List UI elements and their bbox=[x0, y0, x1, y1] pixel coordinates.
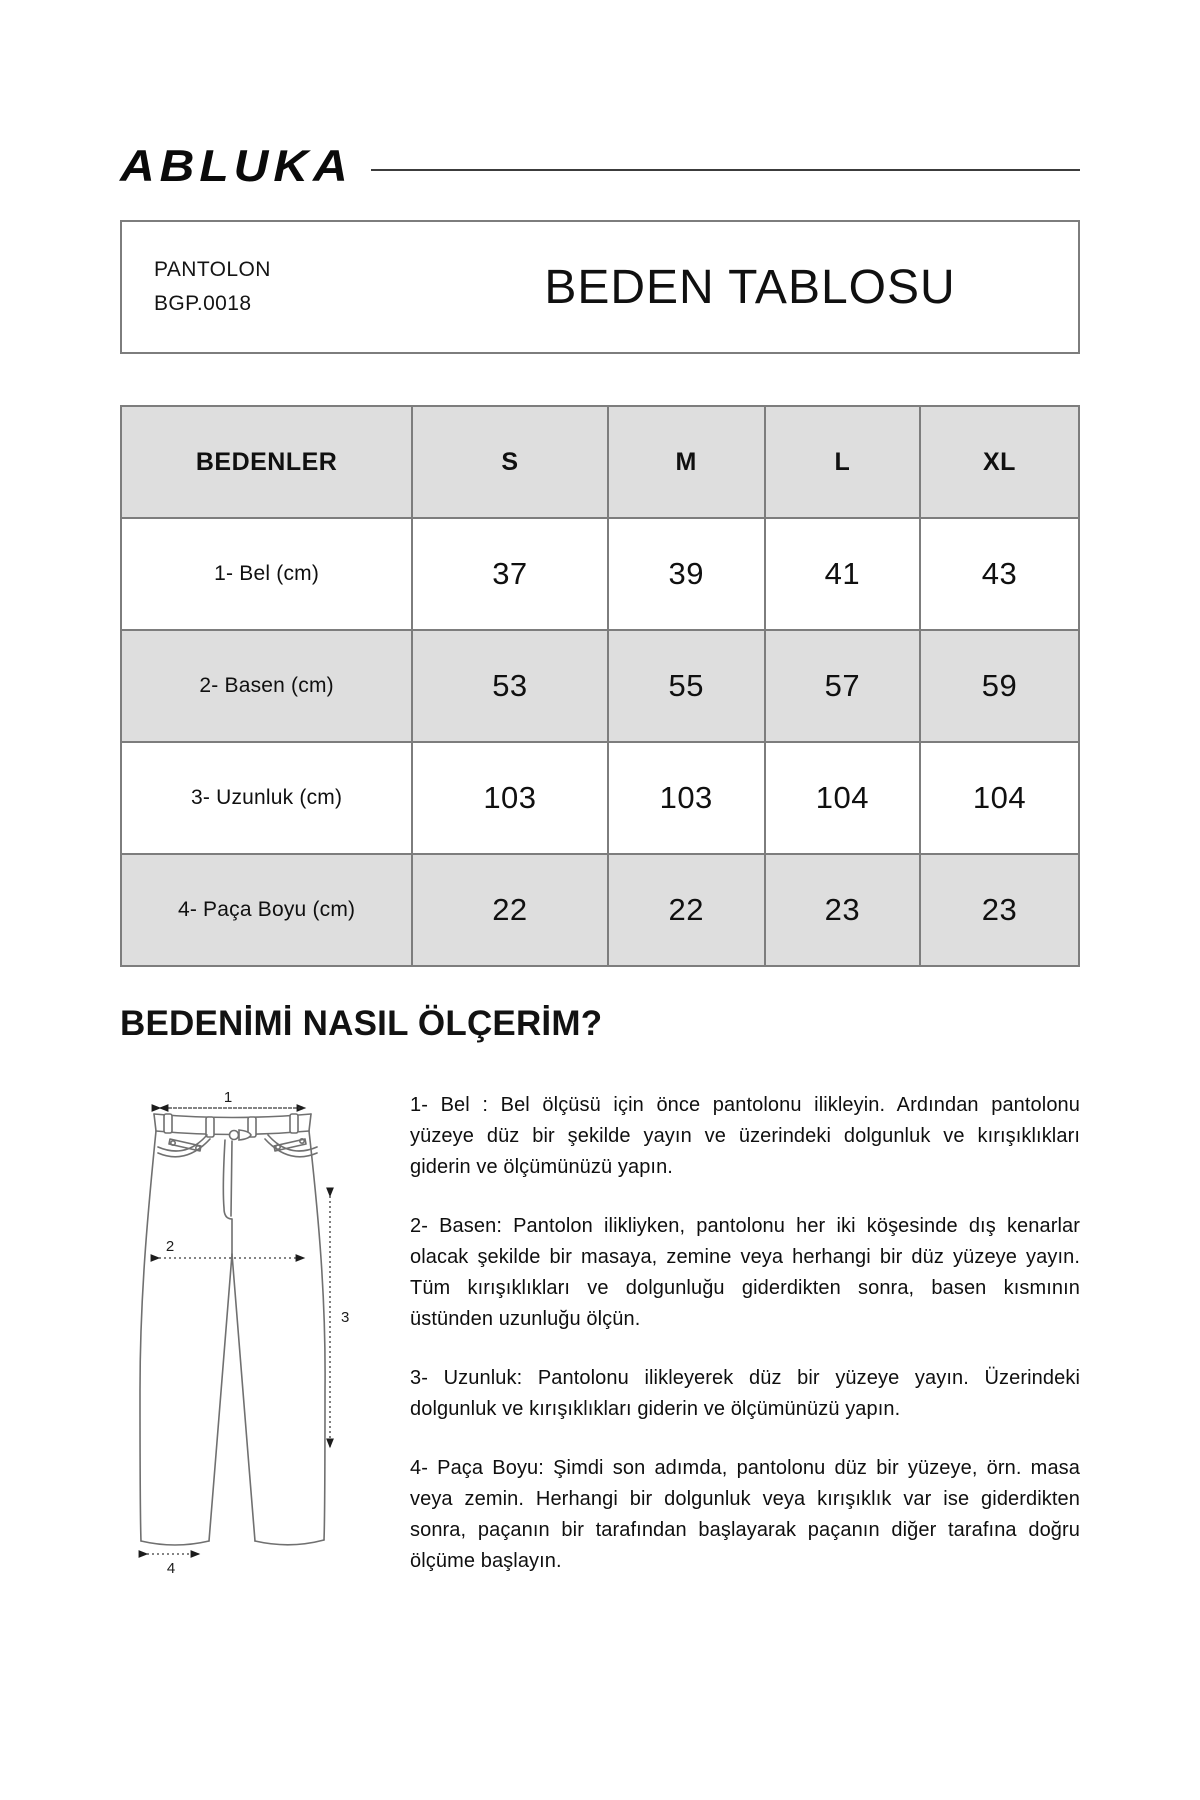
product-type: PANTOLON bbox=[154, 257, 271, 281]
table-cell: 22 bbox=[608, 854, 765, 966]
dim-label-length: 3 bbox=[341, 1309, 350, 1326]
table-header-cell: XL bbox=[920, 406, 1079, 518]
brand-header bbox=[120, 138, 1080, 194]
table-cell: 43 bbox=[920, 518, 1079, 630]
brand-logo: ABLUKA bbox=[120, 141, 353, 191]
measurement-arrows bbox=[147, 1090, 349, 1577]
table-cell: 39 bbox=[608, 518, 765, 630]
table-cell: 104 bbox=[920, 742, 1079, 854]
measure-section bbox=[120, 1090, 1080, 1585]
pants-line-drawing bbox=[120, 1090, 360, 1580]
size-chart-page bbox=[120, 138, 1080, 1585]
product-header-box bbox=[120, 220, 1080, 354]
table-cell: 103 bbox=[608, 742, 765, 854]
table-cell: 53 bbox=[412, 630, 607, 742]
row-label: 1- Bel (cm) bbox=[121, 518, 412, 630]
instruction-paca-boyu: 4- Paça Boyu: Şimdi son adımda, pantolonu düz bir yüzeye, örn. masa veya zemin. Herhangi bir dolgunluk veya kırışıklık var ise giderdikten sonra, paçanın bir tarafından başlayarak paçanın diğer tarafına doğru ölçüme başlayın. bbox=[410, 1457, 1080, 1572]
table-header-row bbox=[121, 406, 1079, 518]
table-row bbox=[121, 630, 1079, 742]
table-cell: 23 bbox=[920, 854, 1079, 966]
instruction-uzunluk: 3- Uzunluk: Pantolonu ilikleyerek düz bir yüzeye yayın. Üzerindeki dolgunluk ve kırışıklıkları giderin ve ölçümünüzü yapın. bbox=[410, 1367, 1080, 1420]
table-header-cell: S bbox=[412, 406, 607, 518]
table-cell: 104 bbox=[765, 742, 920, 854]
table-cell: 41 bbox=[765, 518, 920, 630]
product-code: BGP.0018 bbox=[154, 292, 252, 315]
table-row bbox=[121, 518, 1079, 630]
pants-outline bbox=[140, 1114, 325, 1545]
section-heading: BEDENİMİ NASIL ÖLÇERİM? bbox=[120, 1004, 603, 1043]
dim-label-waist: 1 bbox=[223, 1090, 233, 1106]
instruction-bel: 1- Bel : Bel ölçüsü için önce pantolonu ilikleyin. Ardından pantolonu yüzeye düz bir şekilde yayın ve üzerindeki dolgunluk ve kırışıklıkları giderin ve ölçümünüzü yapın. bbox=[410, 1094, 1080, 1178]
table-cell: 103 bbox=[412, 742, 607, 854]
pants-diagram bbox=[120, 1090, 410, 1585]
header-rule bbox=[371, 169, 1080, 171]
instructions bbox=[410, 1090, 1080, 1585]
table-cell: 23 bbox=[765, 854, 920, 966]
row-label: 2- Basen (cm) bbox=[121, 630, 412, 742]
table-row bbox=[121, 854, 1079, 966]
table-cell: 59 bbox=[920, 630, 1079, 742]
button-and-fly bbox=[223, 1130, 251, 1254]
table-row bbox=[121, 742, 1079, 854]
dim-label-hip: 2 bbox=[165, 1238, 175, 1255]
table-cell: 57 bbox=[765, 630, 920, 742]
table-header-cell: L bbox=[765, 406, 920, 518]
size-table bbox=[120, 405, 1080, 967]
table-header-cell: BEDENLER bbox=[121, 406, 412, 518]
product-meta bbox=[122, 253, 422, 321]
row-label: 4- Paça Boyu (cm) bbox=[121, 854, 412, 966]
table-cell: 55 bbox=[608, 630, 765, 742]
instruction-basen: 2- Basen: Pantolon ilikliyken, pantolonu her iki köşesinde dış kenarlar olacak şekilde bir masaya, zemine veya herhangi bir düz yüzeye yayın. Tüm kırışıklıkları ve dolgunluğu giderdikten sonra, basen kısmının üstünden uzunluğu ölçün. bbox=[410, 1215, 1080, 1330]
table-header-cell: M bbox=[608, 406, 765, 518]
dim-label-hem: 4 bbox=[166, 1560, 176, 1577]
table-cell: 37 bbox=[412, 518, 607, 630]
table-cell: 22 bbox=[412, 854, 607, 966]
page-title: BEDEN TABLOSU bbox=[544, 260, 956, 314]
row-label: 3- Uzunluk (cm) bbox=[121, 742, 412, 854]
